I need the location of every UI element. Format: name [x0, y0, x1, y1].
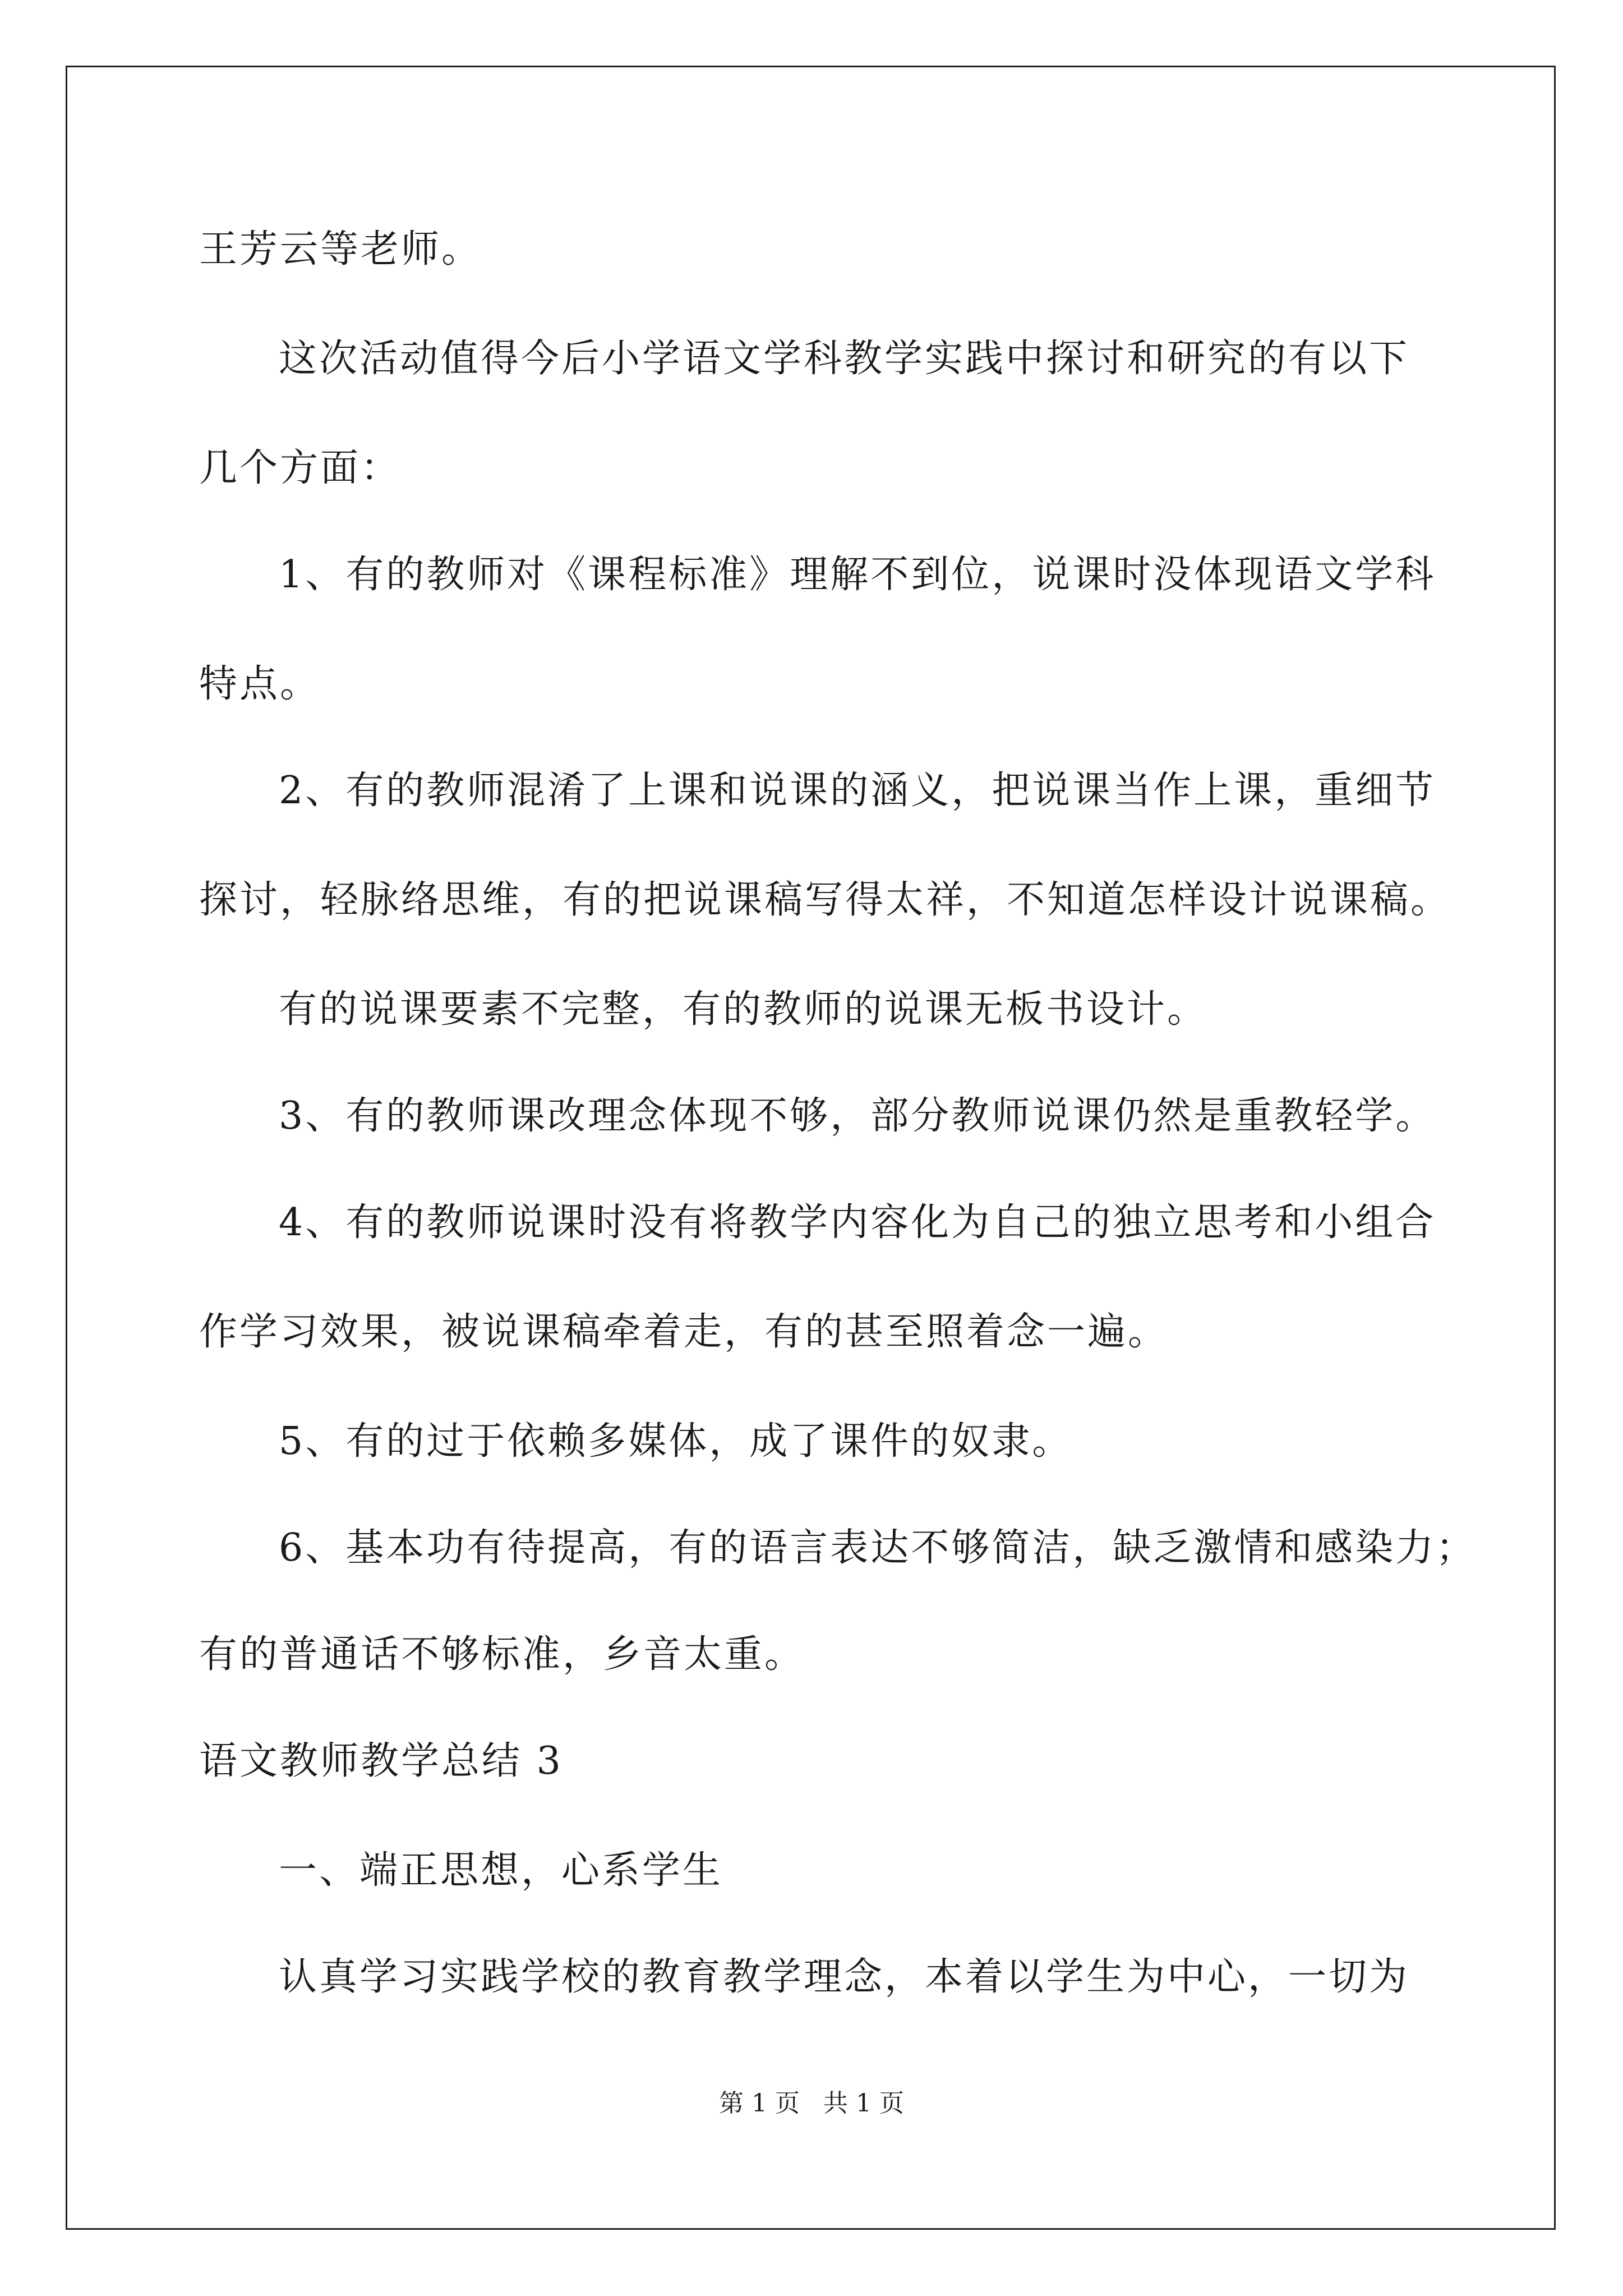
- page-border: [66, 66, 1556, 2230]
- text-line-7: 探讨，轻脉络思维，有的把说课稿写得太祥，不知道怎样设计说课稿。: [199, 878, 1451, 922]
- page-footer: 第 1 页 共 1 页: [719, 2089, 904, 2118]
- text-line-5: 特点。: [199, 662, 321, 706]
- text-line-6: 2、有的教师混淆了上课和说课的涵义，把说课当作上课，重细节: [279, 769, 1436, 813]
- text-line-1: 王芳云等老师。: [199, 227, 482, 272]
- section-heading: 语文教师教学总结 3: [199, 1739, 563, 1783]
- text-line-17: 认真学习实践学校的教育教学理念，本着以学生为中心，一切为: [279, 1955, 1410, 1999]
- text-line-3: 几个方面：: [199, 446, 402, 490]
- text-line-13: 6、基本功有待提高，有的语言表达不够简洁，缺乏激情和感染力；: [279, 1526, 1477, 1570]
- sub-heading: 一、端正思想，心系学生: [279, 1848, 723, 1893]
- text-line-4: 1、有的教师对《课程标准》理解不到位，说课时没体现语文学科: [279, 553, 1436, 597]
- text-line-8: 有的说课要素不完整，有的教师的说课无板书设计。: [279, 987, 1208, 1032]
- text-line-9: 3、有的教师课改理念体现不够，部分教师说课仍然是重教轻学。: [279, 1094, 1436, 1138]
- text-line-10: 4、有的教师说课时没有将教学内容化为自己的独立思考和小组合: [279, 1200, 1436, 1245]
- text-line-12: 5、有的过于依赖多媒体，成了课件的奴隶。: [279, 1419, 1073, 1464]
- text-line-2: 这次活动值得今后小学语文学科教学实践中探讨和研究的有以下: [279, 337, 1410, 381]
- text-line-14: 有的普通话不够标准，乡音太重。: [199, 1632, 805, 1677]
- text-line-11: 作学习效果，被说课稿牵着走，有的甚至照着念一遍。: [199, 1310, 1169, 1354]
